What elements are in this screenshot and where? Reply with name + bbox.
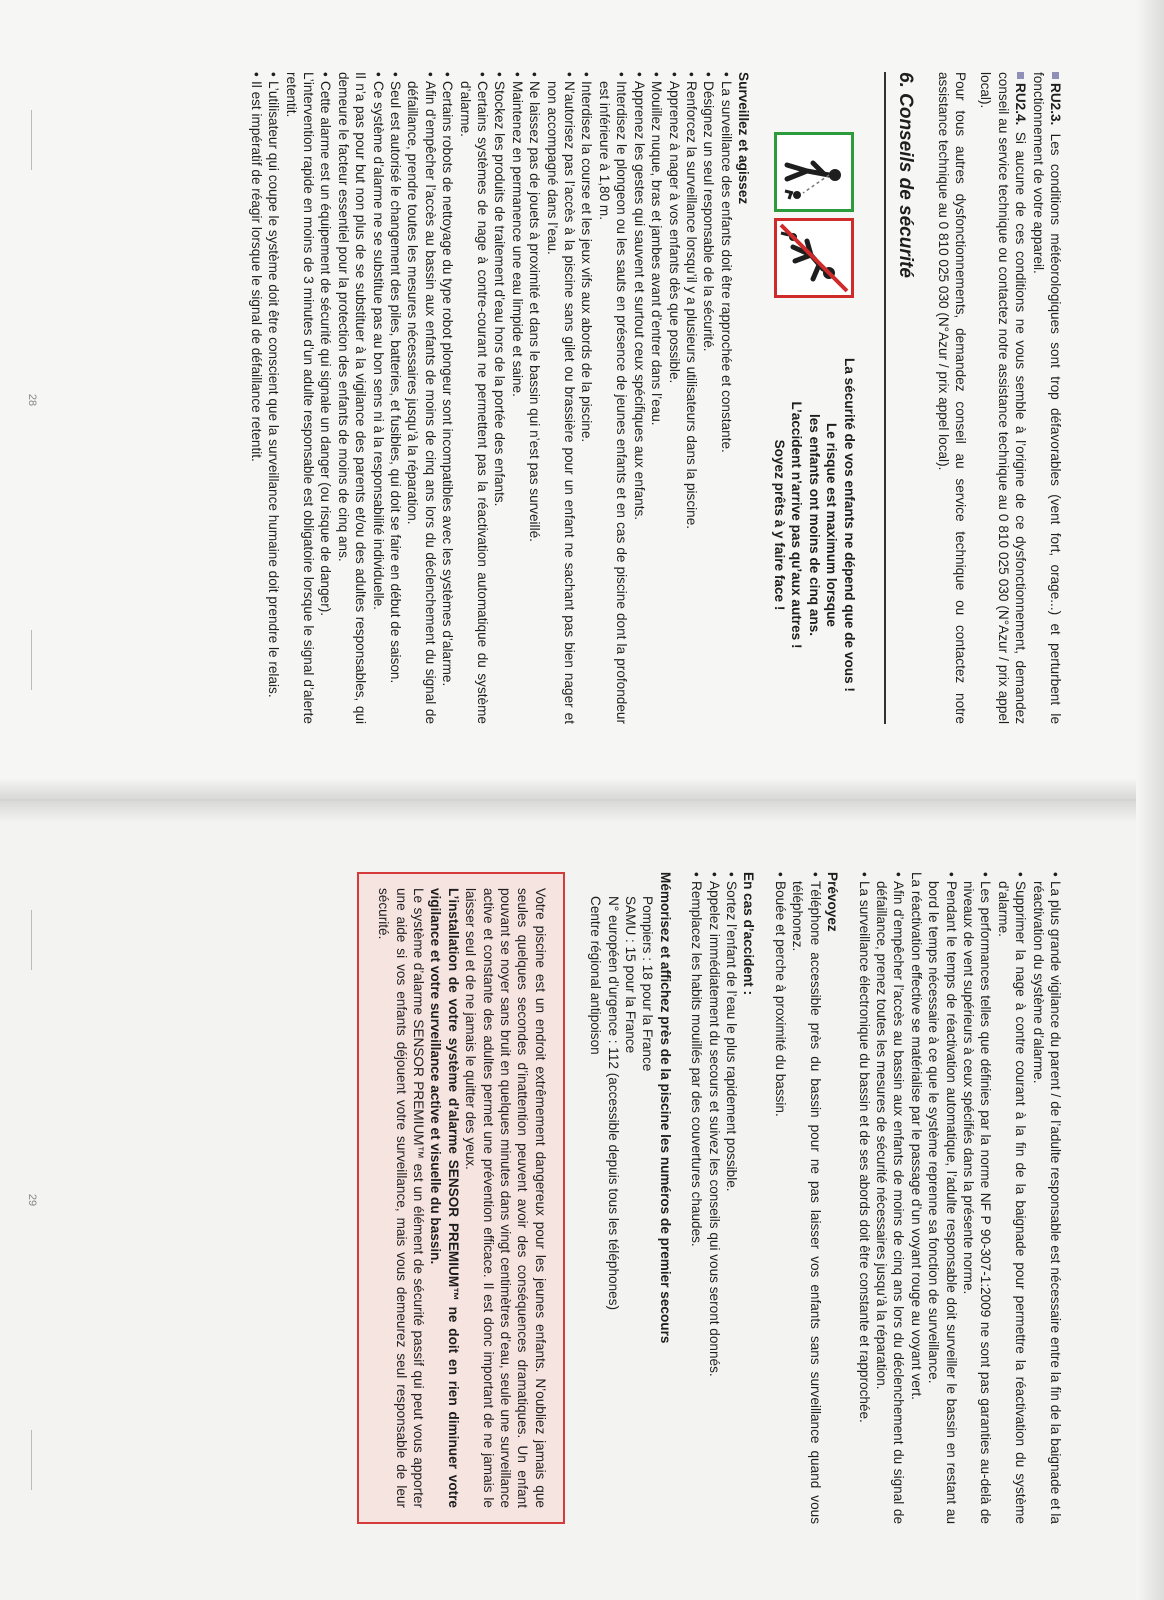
- list-item: • Pendant le temps de réactivation automatique, l’adulte responsable doit surveiller le bassin en restant au bord le temps nécessaire à ce que le système reprenne sa fonction de surveillance.: [925, 872, 960, 1524]
- list-item: • Renforcez la surveillance lorsqu’il y a plusieurs utilisateurs dans la piscine.: [683, 72, 700, 724]
- list-item: • Certains systèmes de nage à contre-courant ne permettent pas la réactivation automatique du système d’alarme.: [456, 72, 491, 724]
- list-item: • Remplacez les habits mouillés par des couvertures chaudes.: [688, 872, 705, 1524]
- list-item: • La surveillance électronique du bassin et de ses abords doit être constante et rapprochée.: [855, 872, 872, 1524]
- ru23-code: RU2.3.: [1048, 83, 1063, 126]
- list-item: • Mouillez nuque, bras et jambes avant d’entrer dans l’eau.: [648, 72, 665, 724]
- surveillez-heading: Surveillez et agissez: [736, 72, 752, 205]
- ru24-paragraph: [977, 72, 1029, 724]
- emergency-numbers: [587, 896, 657, 1524]
- list-item: • Apprenez les gestes qui sauvent et surtout ceux spécifiques aux enfants.: [630, 72, 647, 724]
- safety-pictograms: [774, 132, 854, 298]
- list-item: • Appelez immédiatement du secours et suivez les conseils qui vous seront donnés.: [705, 872, 722, 1524]
- intervention-paragraph: L’intervention rapide en moins de 3 minutes d’un adulte responsable est obligatoire lorsque le signal d’alerte retentit.: [283, 72, 316, 724]
- warning-bold-paragraph: L’installation de votre système d’alarme SENSOR PREMIUM™ ne doit en rien diminuer votre vigilance et votre surveillance active et visuelle du bassin.: [428, 888, 461, 1508]
- alarm-list: [317, 72, 334, 724]
- square-bullet-icon: [1017, 72, 1024, 79]
- list-item: • Sortez l’enfant de l’eau le plus rapidement possible.: [723, 872, 740, 1524]
- list-item: • Afin d’empêcher l’accès au bassin aux enfants de moins de cinq ans lors du déclenchement du signal de défaillance, prenez toutes les mesures de sécurité nécessaires jusqu’à la réparation.: [873, 872, 908, 1524]
- list-item: • Stockez les produits de traitement d’eau hors de la portée des enfants.: [491, 72, 508, 724]
- page-29: [0, 800, 1164, 1600]
- slogan-line: Le risque est maximum lorsque: [824, 423, 840, 627]
- emergency-numbers-heading: Mémorisez et affichez près de la piscine les numéros de premier secours: [657, 872, 673, 1344]
- accident-list: [688, 872, 740, 1524]
- section-title: 6. Conseils de sécurité: [884, 72, 916, 724]
- other-malfunctions-text: Pour tous autres dysfonctionnements, demandez conseil au service technique ou contactez notre assistance technique au 0 810 025 030 (N°Azur / prix appel local).: [935, 72, 968, 724]
- list-item: • Interdisez la course et les jeux vifs aux abords de la piscine.: [578, 72, 595, 724]
- safety-intro: [758, 72, 870, 724]
- prevoyez-list: [772, 872, 824, 1524]
- page-29-rotated-content: [0, 800, 1164, 1600]
- list-item: • Afin d’empêcher l’accès au bassin aux enfants de moins de cinq ans lors du déclenchement du signal de défaillance, prendre toutes les mesures nécessaires jusqu’à la réparation.: [404, 72, 439, 724]
- reactivation-text: La réactivation effective se matérialise par le passage d’un voyant rouge au voyant vert.: [908, 872, 924, 1400]
- ru24-code: RU2.4.: [1013, 83, 1029, 126]
- vigilance-list: [925, 872, 1064, 1524]
- square-bullet-icon: [1052, 72, 1059, 79]
- list-item: • L’utilisateur qui coupe le système doit être conscient que la surveillance humaine doit prendre le relais.: [265, 72, 282, 724]
- emergency-number: Pompiers : 18 pour la France: [640, 896, 656, 1072]
- emergency-number: SAMU : 15 pour la France: [623, 896, 639, 1054]
- vigilance-paragraph: Il n’a pas pour but non plus de se substituer à la vigilance des parents et/ou des adultes responsables, qui demeure le facteur essentiel pour la protection des enfants de moins de cinq ans.: [335, 72, 369, 724]
- slogan-line: les enfants ont moins de cinq ans.: [806, 413, 822, 637]
- ru23-text: Les conditions météorologiques sont trop défavorables (vent fort, orage...) et perturbent le fonctionnement de votre appareil.: [1030, 72, 1063, 724]
- list-item: • Certains robots de nettoyage du type robot plongeur sont incompatibles avec les systèmes d’alarme.: [439, 72, 456, 724]
- page-number: 28: [26, 393, 38, 407]
- list-item: • Bouée et perche à proximité du bassin.: [772, 872, 789, 1524]
- emergency-number: N° européen d’urgence : 112 (accessible depuis tous les téléphones): [605, 896, 621, 1311]
- tail-list: [247, 72, 282, 724]
- no-diving-icon: [774, 218, 854, 298]
- ru24-text: Si aucune de ces conditions ne vous semble à l’origine de ce dysfonctionnement, demandez conseil au service technique ou contactez notre assistance technique au 0 810 025 030 (N°Azur / prix appel local).: [978, 72, 1029, 724]
- warning-paragraph: Le système d’alarme SENSOR PREMIUM™ est un élément de sécurité passif qui peut vous apporter une aide si vos enfants déjouent votre surveillance, mais vous demeurez seul responsable de leur sécurité.: [376, 888, 426, 1508]
- prevoyez-heading: Prévoyez: [825, 872, 841, 932]
- warning-box: [357, 872, 565, 1524]
- warning-paragraph: Votre piscine est un endroit extrêmement dangereux pour les jeunes enfants. N’oubliez jamais que seules quelques secondes d’inattention peuvent avoir des conséquences dramatiques. Un enfant pouvant se noyer sans bruit en quelques minutes dans vingt centimètres d’eau, seule une surveillance active et constante des adultes permet une prévention efficace. Il est donc important de ne jamais le laisser seul et de ne jamais le quitter des yeux.: [463, 888, 548, 1508]
- list-item: • Cette alarme est un équipement de sécurité qui signale un danger (ou risque de danger).: [317, 72, 334, 724]
- list-item: • Ce système d’alarme ne se substitue pas au bon sens ni à la responsabilité individuelle.: [369, 72, 386, 724]
- list-item: • Il est impératif de réagir lorsque le signal de défaillance retentit.: [247, 72, 264, 724]
- ru23-paragraph: [1029, 72, 1064, 724]
- list-item: • Maintenez en permanence une eau limpide et saine.: [508, 72, 525, 724]
- slogan-line: L’accident n’arrive pas qu’aux autres !: [789, 401, 805, 649]
- accident-heading: En cas d’accident :: [741, 872, 757, 996]
- list-item: • N’autorisez pas l’accès à la piscine sans gilet ou brassière pour un enfant ne sachant pas bien nager et non accompagné dans l’eau.: [543, 72, 578, 724]
- safety-slogan: [771, 298, 858, 724]
- list-item: • Téléphone accessible près du bassin pour ne pas laisser vos enfants sans surveillance quand vous téléphonez.: [789, 872, 824, 1524]
- access-list: [855, 872, 907, 1524]
- list-item: • Désignez un seul responsable de la sécurité.: [700, 72, 717, 724]
- list-item: • Supprimer la nage à contre courant à la fin de la baignade pour permettre la réactivation du système d’alarme.: [994, 872, 1029, 1524]
- supervising-adult-icon: [774, 132, 854, 212]
- list-item: • Interdisez le plongeon ou les sauts en présence de jeunes enfants et en cas de piscine dont la profondeur est inférieure à 1,80 m.: [596, 72, 631, 724]
- page-edge: [1136, 0, 1164, 1600]
- list-item: • Apprenez à nager à vos enfants dès que possible.: [665, 72, 682, 724]
- page-number: 29: [26, 1193, 38, 1207]
- list-item: • La surveillance des enfants doit être rapprochée et constante.: [717, 72, 734, 724]
- list-item: • La plus grande vigilance du parent / de l’adulte responsable est nécessaire entre la fin de la baignade et la réactivation du système d’alarme.: [1029, 872, 1064, 1524]
- book-fold: [0, 778, 1164, 822]
- list-item: • Les performances telles que définies par la norme NF P 90-307-1:2009 ne sont pas garanties au-delà de niveaux de vent supérieurs à ceux spécifiés dans la présente norme.: [960, 872, 995, 1524]
- slogan-line: La sécurité de vos enfants ne dépend que de vous !: [841, 358, 857, 692]
- surveillez-list: [369, 72, 735, 724]
- list-item: • Ne laissez pas de jouets à proximité et dans le bassin qui n’est pas surveillé.: [526, 72, 543, 724]
- list-item: • Seul est autorisé le changement des piles, batteries, et fusibles, qui doit se faire en début de saison.: [387, 72, 404, 724]
- emergency-number: Centre régional antipoison: [588, 896, 604, 1055]
- slogan-line: Soyez prêts à y faire face !: [772, 439, 788, 611]
